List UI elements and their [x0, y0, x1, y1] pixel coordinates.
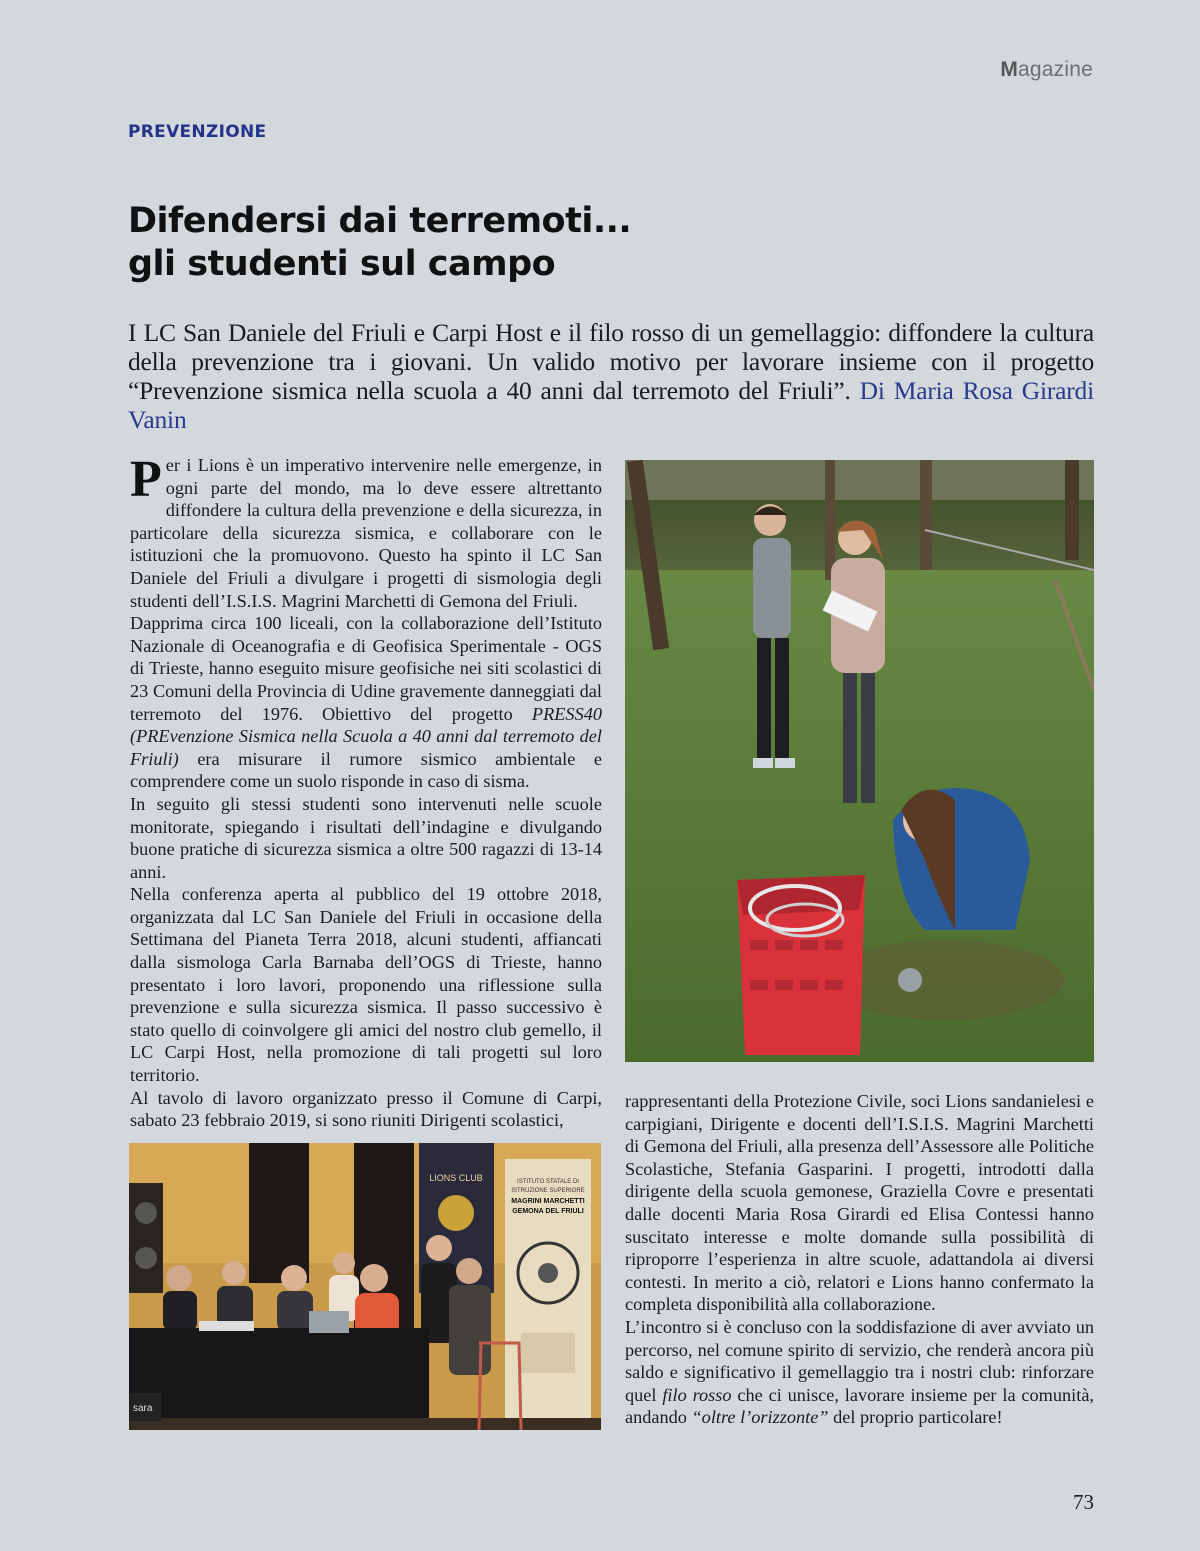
author-byline: Di Maria Rosa Girardi Vanin [128, 376, 1094, 434]
paragraph-4: Nella conferenza aperta al pubblico del 19 ottobre 2018, organizzata dal LC San Daniele del Friuli in occasione della Settimana del Pianeta Terra 2018, alcuni studenti, affiancati dalla sismologa Carla Barnaba dell’OGS di Trieste, hanno presentato i loro lavori, proponendo una riflessione sulla prevenzione e sulla sicurezza sismica. Il passo successivo è stato quello di coinvolgere gli amici del nostro club gemello, il LC Carpi Host, nella promozione di tali progetti sul loro territorio. [130, 884, 602, 1086]
banner-line-1: ISTITUTO STATALE DI [517, 1179, 579, 1185]
paragraph-3: In seguito gli stessi studenti sono intervenuti nelle scuole monitorate, spiegando i risultati dell’indagine e divulgando buone pratiche di sicurezza sismica a oltre 500 ragazzi di 13-14 anni. [130, 793, 602, 882]
photo-conference [129, 1143, 601, 1430]
article-title [128, 200, 1028, 286]
section-label: PREVENZIONE [128, 122, 267, 142]
speaker-label: sara [133, 1403, 153, 1414]
photo-students-field [625, 460, 1094, 1062]
lead-text: I LC San Daniele del Friuli e Carpi Host e il filo rosso di un gemellaggio: diffondere la cultura della prevenzione tra i giovani. Un valido motivo per lavorare insieme con il progetto “Prevenzione sismica nella scuola a 40 anni dal terremoto del Friuli”. [128, 318, 1094, 405]
magazine-label: Magazine [1000, 58, 1093, 81]
article-lead [128, 318, 1094, 434]
banner-line-4: GEMONA DEL FRIULI [512, 1208, 584, 1215]
paragraph-1: Per i Lions è un imperativo intervenire nelle emergenze, in ogni parte del mondo, ma lo deve essere altrettanto diffondere la cultura della prevenzione e della sicurezza, in particolare della sicurezza sismica, e collaborare con le istituzioni che la promuovono. Questo ha spinto il LC San Daniele del Friuli a divulgare i progetti di sismologia degli studenti dell’I.S.I.S. Magrini Marchetti di Gemona del Friuli. [130, 451, 602, 611]
paragraph-7: L’incontro si è concluso con la soddisfazione di aver avviato un percorso, nel comune spirito di servizio, che renderà ancora più saldo e significativo il gemellaggio tra i nostri club: rinforzare quel filo rosso che ci unisce, lavorare insieme per la comunità, andando “oltre l’orizzonte” del proprio particolare! [625, 1316, 1095, 1428]
title-line-1: Difendersi dai terremoti... [128, 201, 632, 241]
body-column-left [130, 451, 602, 1132]
banner-line-3: MAGRINI MARCHETTI [511, 1198, 585, 1205]
drop-cap: P [130, 451, 162, 508]
paragraph-2: Dapprima circa 100 liceali, con la collaborazione dell’Istituto Nazionale di Oceanografia e di Geofisica Sperimentale - OGS di Trieste, hanno eseguito misure geofisiche nei siti scolastici di 23 Comuni della Provincia di Udine gravemente danneggiati dal terremoto del 1976. Obiettivo del progetto PRESS40 (PREvenzione Sismica nella Scuola a 40 anni dal terremoto del Friuli) era misurare il rumore sismico ambientale e comprendere come un suolo risponde in caso di sisma. [130, 613, 602, 792]
body-column-right [625, 1090, 1094, 1429]
page-number: 73 [1073, 1490, 1094, 1514]
paragraph-6: rappresentanti della Protezione Civile, soci Lions sandanielesi e carpigiani, Dirigente e docenti dell’I.S.I.S. Magrini Marchetti di Gemona del Friuli, alla presenza dell’Assessore alle Politiche Scolastiche, Stefania Gasparini. I progetti, introdotti dalla dirigente della scuola gemonese, Graziella Covre e presentati dalle docenti Maria Rosa Girardi ed Elisa Contessi hanno suscitato interesse e molte domande sulla possibilità di riproporre l’esperienza in altre scuole, adattandola ai diversi contesti. In merito a ciò, relatori e Lions hanno confermato la completa disponibilità alla collaborazione. [625, 1091, 1094, 1315]
lions-banner-text: LIONS CLUB [429, 1173, 483, 1183]
banner-line-2: ISTRUZIONE SUPERIORE [511, 1188, 585, 1194]
title-line-2: gli studenti sul campo [128, 244, 556, 284]
paragraph-5: Al tavolo di lavoro organizzato presso il Comune di Carpi, sabato 23 febbraio 2019, si sono riuniti Dirigenti scolastici, [130, 1087, 602, 1131]
